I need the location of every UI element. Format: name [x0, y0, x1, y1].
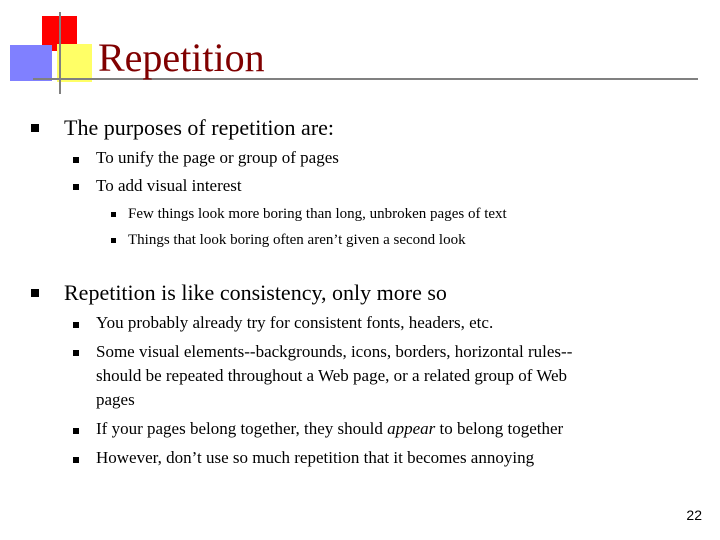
bullet-square-icon — [111, 238, 116, 243]
bullet-text-level2: If your pages belong together, they should appear to belong together — [96, 419, 564, 438]
bullet-text-level3: Things that look boring often aren’t given a second look — [128, 232, 466, 248]
bullet-square-icon — [31, 124, 39, 132]
bullet-square-icon — [73, 157, 79, 163]
bullet-text-level2-continued: pages — [96, 390, 135, 409]
bullet-text-level1: Repetition is like consistency, only more so — [64, 280, 447, 305]
bullet-text-level2: You probably already try for consistent fonts, headers, etc. — [96, 313, 494, 332]
decor-yellow-square — [57, 44, 92, 82]
emphasized-word: appear — [387, 419, 436, 438]
bullet-square-icon — [73, 322, 79, 328]
bullet-text-level2-continued: should be repeated throughout a Web page, or a related group of Web — [96, 366, 568, 385]
bullet-text-level1: The purposes of repetition are: — [64, 115, 335, 140]
page-number: 22 — [686, 507, 702, 523]
bullet-text-level2: Some visual elements--backgrounds, icons, borders, horizontal rules-- — [96, 342, 573, 361]
bullet-square-icon — [73, 350, 79, 356]
decor-vertical-rule — [59, 12, 61, 94]
bullet-square-icon — [31, 289, 39, 297]
bullet-text-level3: Few things look more boring than long, unbroken pages of text — [128, 206, 507, 222]
bullet-square-icon — [73, 184, 79, 190]
bullet-square-icon — [73, 457, 79, 463]
bullet-text-level2: To add visual interest — [96, 176, 242, 195]
bullet-text-level2: However, don’t use so much repetition that it becomes annoying — [96, 448, 535, 467]
bullet-square-icon — [73, 428, 79, 434]
decor-blue-square — [10, 45, 52, 81]
bullet-square-icon — [111, 212, 116, 217]
bullet-text-level2: To unify the page or group of pages — [96, 148, 339, 167]
slide-title: Repetition — [98, 35, 265, 80]
